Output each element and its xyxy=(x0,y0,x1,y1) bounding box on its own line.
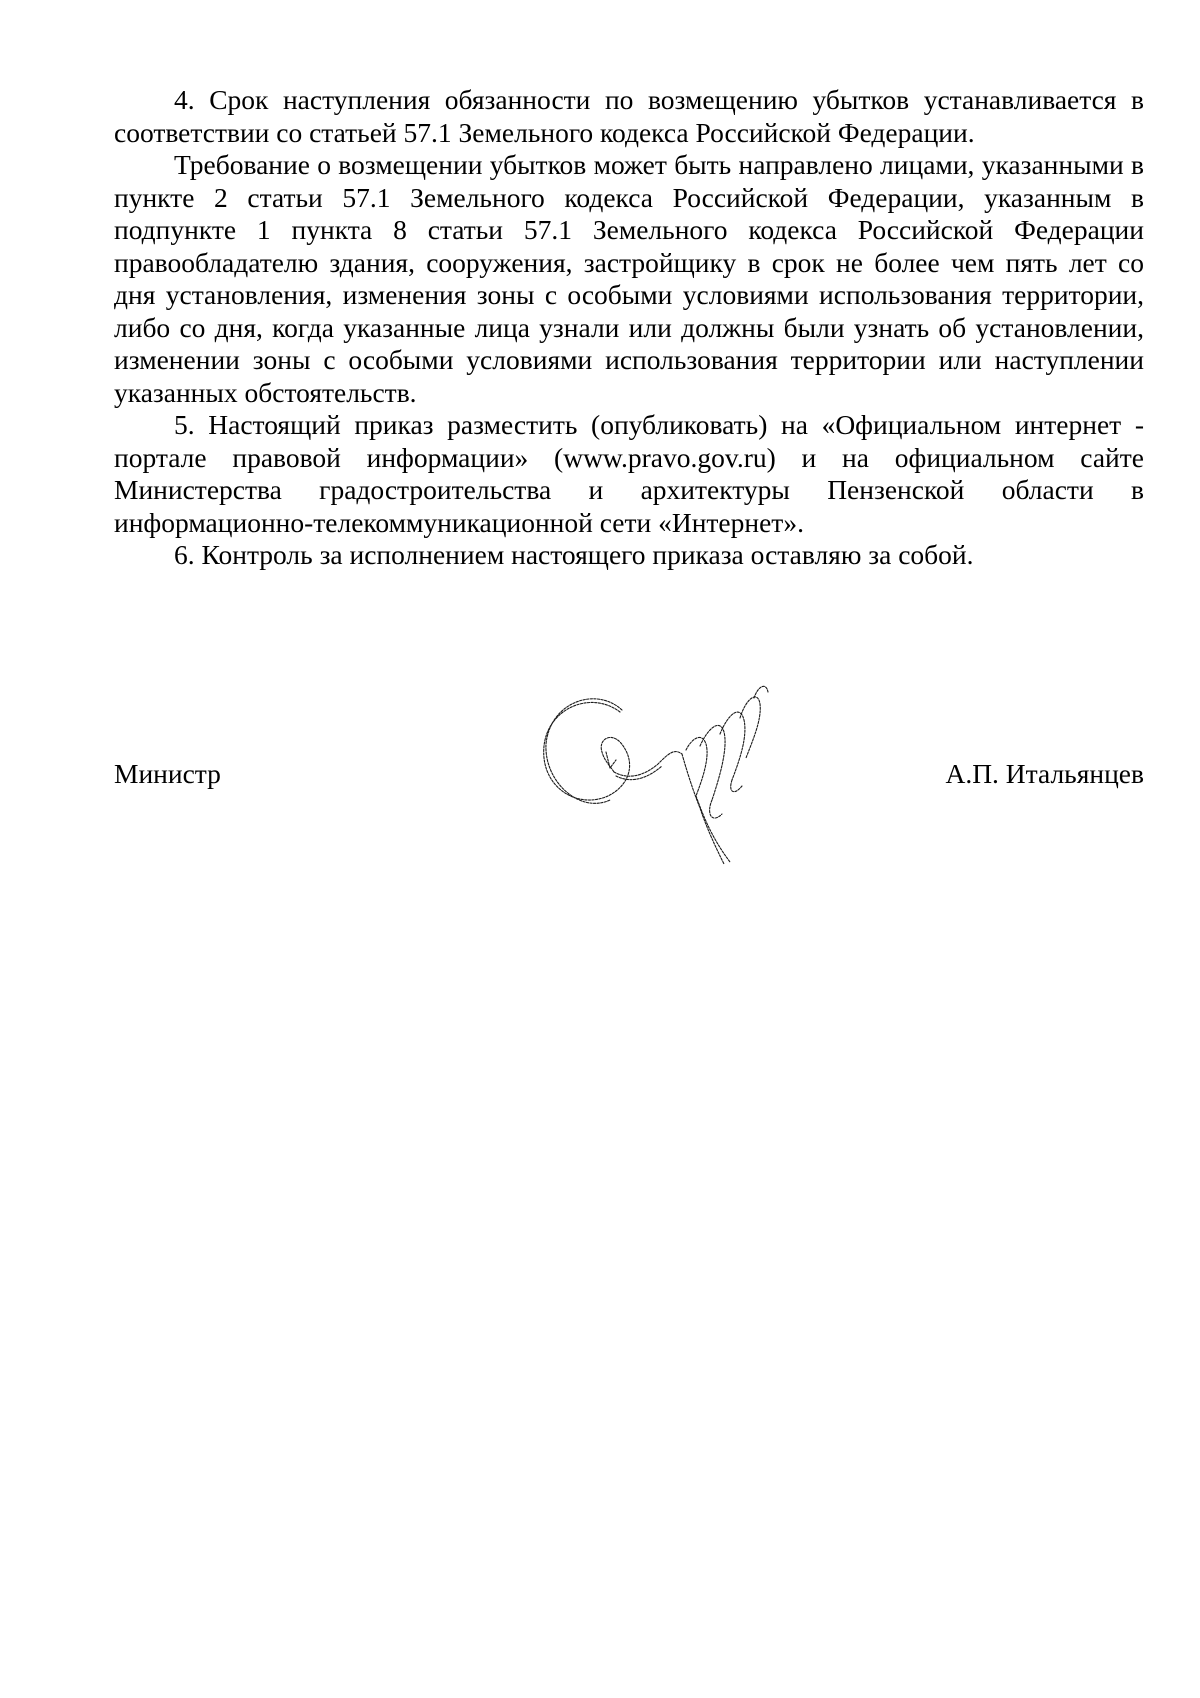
handwritten-signature-icon xyxy=(536,668,806,868)
signature-block xyxy=(114,700,1144,880)
signatory-title: Министр xyxy=(114,758,221,789)
paragraph-item-5: 5. Настоящий приказ разместить (опубликовать) на «Официальном интернет - портале правовой информации» (www.pravo.gov.ru) и на официальном сайте Министерства градостроительства и архитектуры Пензенской области в информационно-телекоммуникационной сети «Интернет». xyxy=(114,409,1144,538)
paragraph-item-6: 6. Контроль за исполнением настоящего приказа оставляю за собой. xyxy=(174,539,974,570)
signatory-name: А.П. Итальянцев xyxy=(945,758,1144,789)
paragraph-claim-requirement: Требование о возмещении убытков может быть направлено лицами, указанными в пункте 2 статьи 57.1 Земельного кодекса Российской Федерации, указанным в подпункте 1 пункта 8 статьи 57.1 Земельного кодекса Российской Федерации правообладателю здания, сооружения, застройщику в срок не более чем пять лет со дня установления, изменения зоны с особыми условиями использования территории, либо со дня, когда указанные лица узнали или должны были узнать об установлении, изменении зоны с особыми условиями использования территории или наступлении указанных обстоятельств. xyxy=(114,149,1144,408)
document-body xyxy=(114,84,1144,572)
paragraph-item-4: 4. Срок наступления обязанности по возмещению убытков устанавливается в соответствии со статьей 57.1 Земельного кодекса Российской Федерации. xyxy=(114,84,1144,148)
